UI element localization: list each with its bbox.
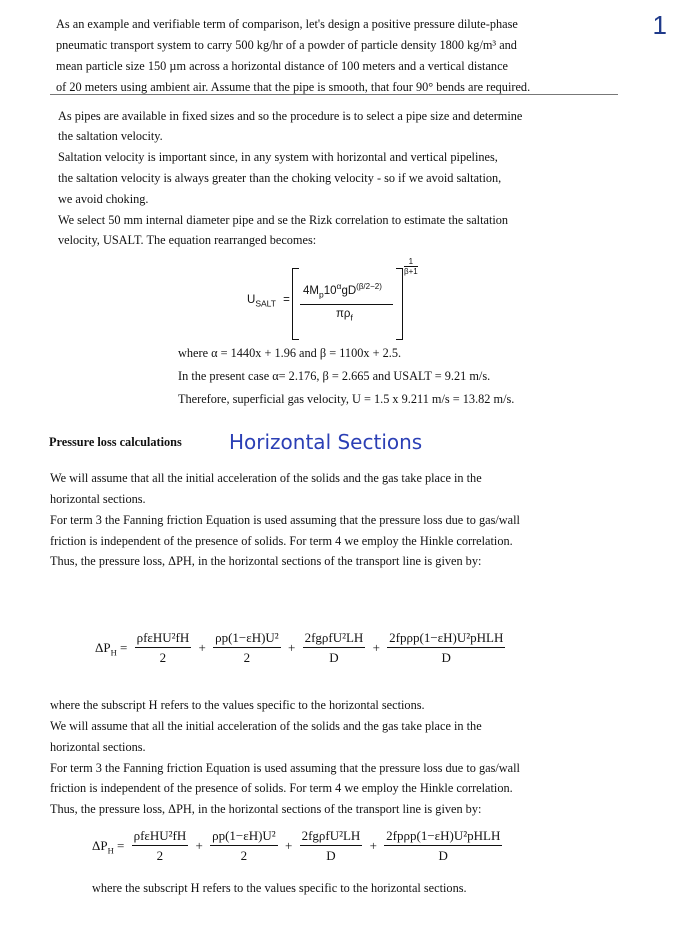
section1-line-4: friction is independent of the presence of solids. For term 4 we employ the Hinkle correlation. [50, 534, 513, 548]
section2-line-3: For term 3 the Fanning friction Equation is used assuming that the pressure loss due to gas/wall [50, 761, 520, 775]
procedure-line-5: we avoid choking. [58, 192, 149, 206]
procedure-line-1: As pipes are available in fixed sizes and so the procedure is to select a pipe size and determine [58, 109, 523, 123]
rizk-denominator: $\pi\rho_f$ [336, 308, 353, 323]
procedure-line-3: Saltation velocity is important since, in any system with horizontal and vertical pipelines, [58, 150, 498, 164]
section1-line-3: For term 3 the Fanning friction Equation is used assuming that the pressure loss due to gas/wall [50, 513, 520, 527]
section1-line-5: Thus, the pressure loss, ΔPH, in the horizontal sections of the transport line is given by: [50, 554, 482, 568]
eq2-plus-2: + [284, 838, 293, 853]
procedure-line-7: velocity, USALT. The equation rearranged becomes: [58, 233, 317, 247]
eq2-term-4: $\frac{\text{2fpρp(1−εH)U²pHLH}}{D}$ [386, 828, 501, 863]
eq1-plus-3: + [372, 640, 380, 655]
where-line-3: Therefore, superficial gas velocity, U = 1.5 x 9.211 m/s = 13.82 m/s. [178, 392, 515, 406]
intro-line-1: As an example and verifiable term of comparison, let's design a positive pressure dilute-phase [56, 17, 518, 31]
section1-line-2: horizontal sections. [50, 492, 146, 506]
procedure-line-2: the saltation velocity. [58, 129, 163, 143]
eq2-plus-3: + [369, 838, 377, 853]
section2-line-4: friction is independent of the presence of solids. For term 4 we employ the Hinkle correlation. [50, 781, 513, 795]
pressure-loss-equation-1 [93, 630, 507, 666]
section2-line-1: We will assume that all the initial acceleration of the solids and the gas take place in the [50, 719, 482, 733]
subscript-note-1: where the subscript H refers to the values specific to the horizontal sections. [50, 698, 425, 712]
eq2-lhs: $\Delta P_H$ = [92, 838, 125, 856]
rizk-lhs: $U_{SALT}$ = [247, 294, 290, 309]
rizk-fraction-bar [300, 304, 393, 305]
procedure-line-4: the saltation velocity is always greater than the choking velocity - so if we avoid saltation, [58, 171, 502, 185]
eq1-plus-1: + [198, 640, 206, 655]
section2-line-5: Thus, the pressure loss, ΔPH, in the horizontal sections of the transport line is given by: [50, 802, 482, 816]
rizk-left-bracket [292, 268, 299, 340]
eq1-term-2: $\frac{\text{ρp(1−εH)U²}}{2}$ [215, 630, 279, 665]
subscript-note-2: where the subscript H refers to the values specific to the horizontal sections. [92, 881, 467, 895]
intro-line-3: mean particle size 150 µm across a horizontal distance of 100 meters and a vertical distance [56, 59, 508, 73]
pressure-loss-equation-2 [90, 828, 504, 864]
eq1-term-3: $\frac{\text{2fgρfU²LH}}{D}$ [304, 630, 364, 665]
rizk-exponent: 1 β+1 [404, 257, 418, 276]
rizk-right-bracket [396, 268, 403, 340]
horizontal-sections-heading: Horizontal Sections [229, 430, 423, 454]
intro-line-2: pneumatic transport system to carry 500 kg/hr of a powder of particle density 1800 kg/m³ and [56, 38, 517, 52]
rizk-numerator: $4M_p10^\alpha gD^{(\beta/2-2)}$ [303, 281, 382, 300]
eq1-plus-2: + [287, 640, 296, 655]
procedure-line-6: We select 50 mm internal diameter pipe and se the Rizk correlation to estimate the saltation [58, 213, 509, 227]
where-line-1: where α = 1440x + 1.96 and β = 1100x + 2.5. [178, 346, 402, 360]
eq1-term-1: $\frac{\text{ρfεHU²fH}}{2}$ [136, 630, 190, 665]
pressure-loss-heading: Pressure loss calculations [49, 435, 182, 449]
intro-line-4: of 20 meters using ambient air. Assume that the pipe is smooth, that four 90° bends are required. [56, 80, 531, 94]
where-line-2: In the present case α= 2.176, β = 2.665 and USALT = 9.21 m/s. [178, 369, 491, 383]
page-number: 1 [652, 10, 667, 40]
eq1-term-4: $\frac{\text{2fpρp(1−εH)U²pHLH}}{D}$ [389, 630, 504, 665]
eq2-plus-1: + [195, 838, 203, 853]
eq1-lhs: $\Delta P_H$ = [95, 640, 128, 658]
eq2-term-3: $\frac{\text{2fgρfU²LH}}{D}$ [301, 828, 361, 863]
section1-line-1: We will assume that all the initial acceleration of the solids and the gas take place in the [50, 471, 482, 485]
section2-line-2: horizontal sections. [50, 740, 146, 754]
intro-divider [50, 94, 618, 95]
eq2-term-1: $\frac{\text{ρfεHU²fH}}{2}$ [133, 828, 187, 863]
eq2-term-2: $\frac{\text{ρp(1−εH)U²}}{2}$ [212, 828, 276, 863]
